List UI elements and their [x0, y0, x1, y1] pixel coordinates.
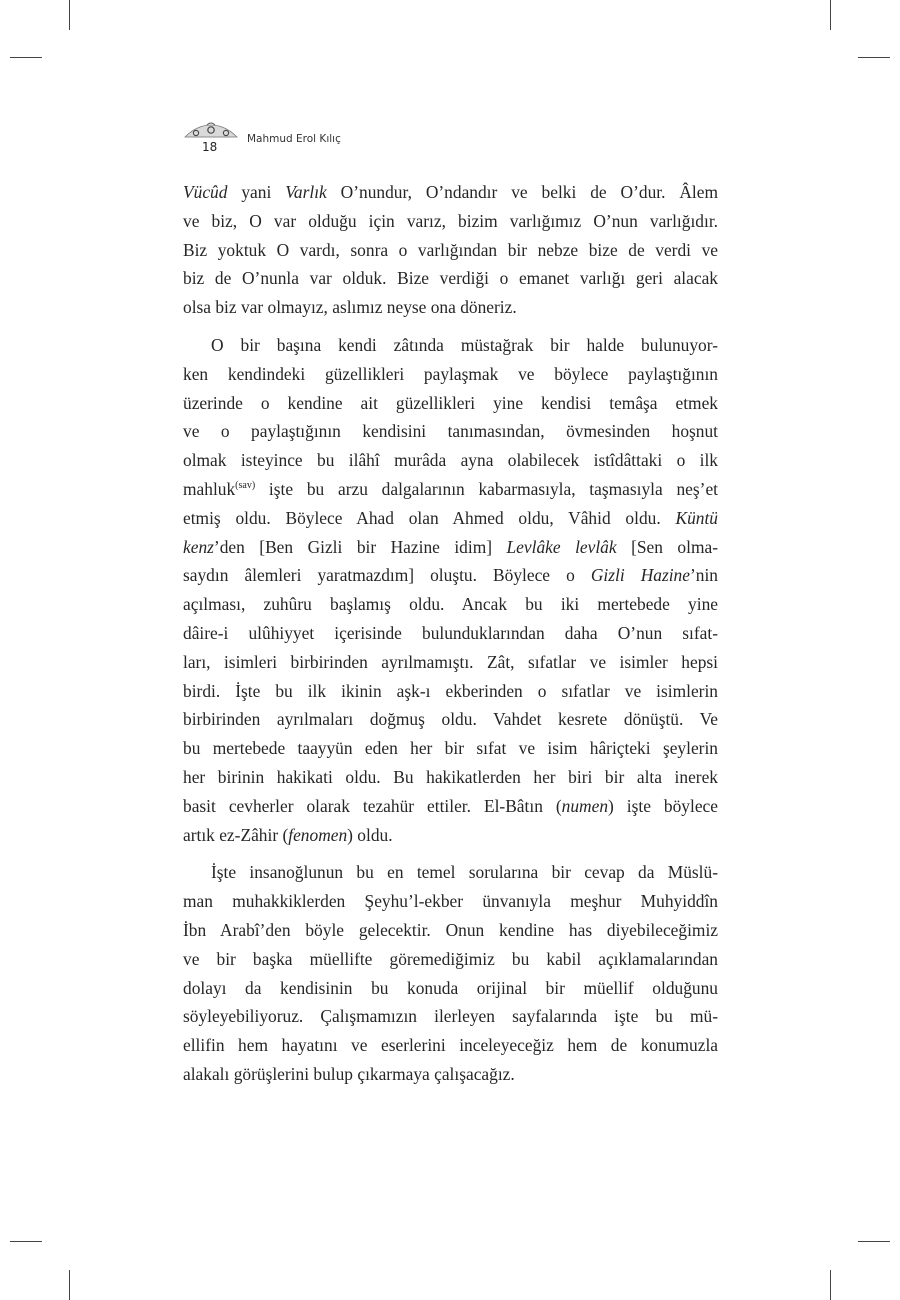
paragraph-3	[183, 858, 718, 1088]
crop-mark	[69, 1270, 70, 1300]
italic-term: Varlık	[285, 182, 327, 202]
text-line: ve bir başka müellifte göremediğimiz bu kabil açıklamalarından	[183, 948, 718, 969]
text-line: etmiş oldu. Böylece Ahad olan Ahmed oldu, Vâhid oldu. Küntü	[183, 507, 718, 528]
text-line: olmak isteyince bu ilâhî murâda ayna olabilecek istîdâttaki o ilk	[183, 450, 718, 471]
text-line: söyleyebiliyoruz. Çalışmamızın ilerleyen sayfalarında işte bu mü-	[183, 1006, 718, 1027]
text-line: İbn Arabî’den böyle gelecektir. Onun kendine has diyebileceğimiz	[183, 919, 718, 940]
paragraph-1	[183, 178, 718, 322]
italic-term: kenz	[183, 536, 214, 557]
text-line: ken kendindeki güzellikleri paylaşmak ve böylece paylaştığının	[183, 363, 718, 384]
italic-term: Vücûd	[183, 182, 228, 202]
text-line: İşte insanoğlunun bu en temel sorularına bir cevap da Müslü-	[211, 862, 718, 883]
crop-mark	[10, 57, 42, 58]
text-line: ellifin hem hayatını ve eserlerini inceleyeceğiz hem de konumuzla	[183, 1035, 718, 1056]
italic-term: Gizli Hazine	[590, 565, 690, 586]
text-line: Biz yoktuk O vardı, sonra o varlığından bir nebze bize de verdi ve	[183, 239, 718, 260]
text-line: saydın âlemleri yaratmazdım] oluştu. Böylece o Gizli Hazine’nin	[183, 565, 718, 586]
text-line: biz de O’nunla var olduk. Bize verdiği o emanet varlığı geri alacak	[183, 268, 718, 289]
text-line: ve o paylaştığının kendisini tanımasından, övmesinden hoşnut	[183, 421, 718, 442]
text-line: bu mertebede taayyün eden her bir sıfat ve isim hâriçteki şeylerin	[183, 738, 718, 759]
text-line: üzerinde o kendine ait güzellikleri yine kendisi temâşa etmek	[183, 392, 718, 413]
page-number: 18	[202, 140, 218, 154]
crop-mark	[830, 0, 831, 30]
crop-mark	[858, 1241, 890, 1242]
ornament-icon	[183, 121, 239, 141]
text-line: dâire-i ulûhiyyet içerisinde bulunduklarından daha O’nun sıfat-	[183, 622, 718, 643]
crop-mark	[10, 1241, 42, 1242]
running-header-author: Mahmud Erol Kılıç	[247, 133, 341, 145]
text-line: dolayı da kendisinin bu konuda orijinal bir müellif olduğunu	[183, 977, 718, 998]
crop-mark	[858, 57, 890, 58]
superscript: (sav)	[235, 480, 256, 492]
text-line: basit cevherler olarak tezahür ettiler. El-Bâtın (numen) işte böylece	[183, 795, 718, 816]
text-line: man muhakkiklerden Şeyhu’l-ekber ünvanıyla meşhur Muhyiddîn	[183, 891, 718, 912]
text-line: birbirinden ayrılmaları doğmuş oldu. Vahdet kesrete dönüştü. Ve	[183, 709, 718, 730]
italic-term: fenomen	[288, 824, 348, 845]
text-line: ları, isimleri birbirinden ayrılmamıştı. Zât, sıfatlar ve isimler hepsi	[183, 651, 718, 672]
crop-mark	[69, 0, 70, 30]
text-line: mahluk$^{(sav)}$ işte bu arzu dalgalarının kabarmasıyla, taşmasıyla neş’et	[183, 478, 718, 499]
italic-term: Küntü	[675, 507, 718, 528]
italic-term: Levlâke levlâk	[506, 536, 617, 557]
text-line: kenz’den [Ben Gizli bir Hazine idim] Levlâke levlâk [Sen olma-	[183, 536, 718, 557]
text-line: alakalı görüşlerini bulup çıkarmaya çalışacağız.	[183, 1063, 515, 1084]
text-line: her birinin hakikati oldu. Bu hakikatlerden her biri bir alta inerek	[183, 766, 718, 787]
text-line: olsa biz var olmayız, aslımız neyse ona döneriz.	[183, 297, 517, 318]
text-line: artık ez-Zâhir (fenomen) oldu.	[183, 824, 393, 845]
text-line: Vücûd yani Varlık O’nundur, O’ndandır ve belki de O’dur. Âlem	[183, 182, 718, 202]
text-line: açılması, zuhûru başlamış oldu. Ancak bu iki mertebede yine	[183, 594, 718, 615]
crop-mark	[830, 1270, 831, 1300]
text-line: O bir başına kendi zâtında müstağrak bir halde bulunuyor-	[211, 334, 718, 355]
body-text	[183, 178, 718, 1098]
text-line: birdi. İşte bu ilk ikinin aşk-ı ekberinden o sıfatlar ve isimlerin	[183, 680, 718, 701]
running-header	[183, 121, 483, 157]
italic-term: numen	[561, 795, 609, 816]
text-line: ve biz, O var olduğu için varız, bizim varlığımız O’nun varlığıdır.	[183, 210, 718, 231]
paragraph-2	[183, 331, 718, 849]
